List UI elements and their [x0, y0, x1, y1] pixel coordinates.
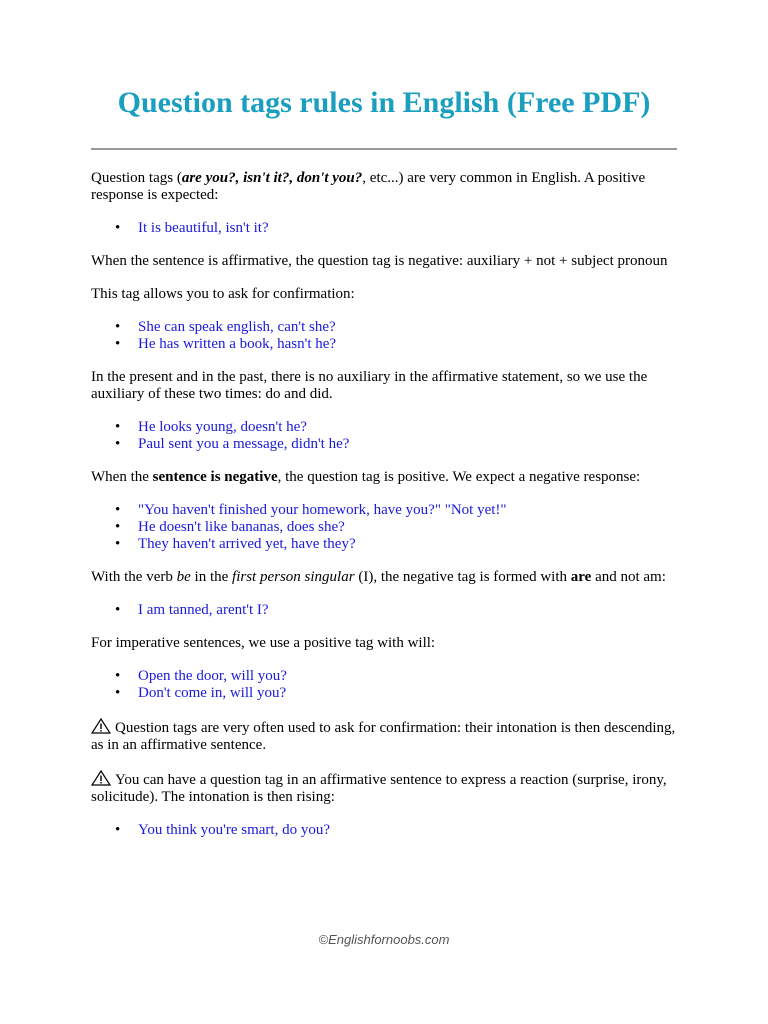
example-list-4: [91, 502, 681, 553]
example-list-7: [91, 822, 681, 839]
list-item: • She can speak english, can't she?: [138, 319, 681, 336]
confirmation-paragraph: This tag allows you to ask for confirmation:: [91, 286, 355, 302]
list-item: • Paul sent you a message, didn't he?: [138, 436, 681, 453]
example-list-2: [91, 319, 681, 353]
warning-paragraph-1: Question tags are very often used to ask for confirmation: their intonation is then descending, as in an affirmative sentence.: [91, 720, 676, 753]
document-body: [91, 170, 681, 855]
warning-triangle-icon: [91, 718, 111, 734]
warning-paragraph-2: You can have a question tag in an affirmative sentence to express a reaction (surprise, irony, solicitude). The intonation is then rising:: [91, 772, 667, 805]
list-item: • Open the door, will you?: [138, 668, 681, 685]
list-item: • Don't come in, will you?: [138, 685, 681, 702]
auxiliary-paragraph: In the present and in the past, there is no auxiliary in the affirmative statement, so we use the auxiliary of these two times: do and did.: [91, 369, 648, 402]
tag-examples: are you?, isn't it?, don't you?: [181, 170, 363, 186]
example-list-1: [91, 220, 681, 237]
example-list-5: [91, 602, 681, 619]
list-item: • He looks young, doesn't he?: [138, 419, 681, 436]
list-item: • He has written a book, hasn't he?: [138, 336, 681, 353]
negative-rule-paragraph: When the sentence is negative, the question tag is positive. We expect a negative response:: [91, 469, 641, 485]
affirmative-rule-paragraph: When the sentence is affirmative, the question tag is negative: auxiliary + not + subject pronoun: [91, 253, 668, 269]
verb-be-paragraph: With the verb be in the first person singular (I), the negative tag is formed with are and not am:: [91, 569, 666, 585]
list-item: • I am tanned, arent't I?: [138, 602, 681, 619]
list-item: • He doesn't like bananas, does she?: [138, 519, 681, 536]
list-item: • You think you're smart, do you?: [138, 822, 681, 839]
copyright-footer: ©Englishfornoobs.com: [318, 932, 450, 947]
list-item: • They haven't arrived yet, have they?: [138, 536, 681, 553]
imperative-paragraph: For imperative sentences, we use a positive tag with will:: [91, 635, 436, 651]
intro-paragraph: Question tags (are you?, isn't it?, don't you?, etc...) are very common in English. A positive response is expected:: [91, 170, 646, 203]
warning-triangle-icon: [91, 770, 111, 786]
list-item: • It is beautiful, isn't it?: [138, 220, 681, 237]
title-divider: [91, 148, 677, 150]
example-list-6: [91, 668, 681, 702]
page-title: Question tags rules in English (Free PDF): [117, 86, 651, 119]
example-list-3: [91, 419, 681, 453]
list-item: • "You haven't finished your homework, have you?" "Not yet!": [138, 502, 681, 519]
